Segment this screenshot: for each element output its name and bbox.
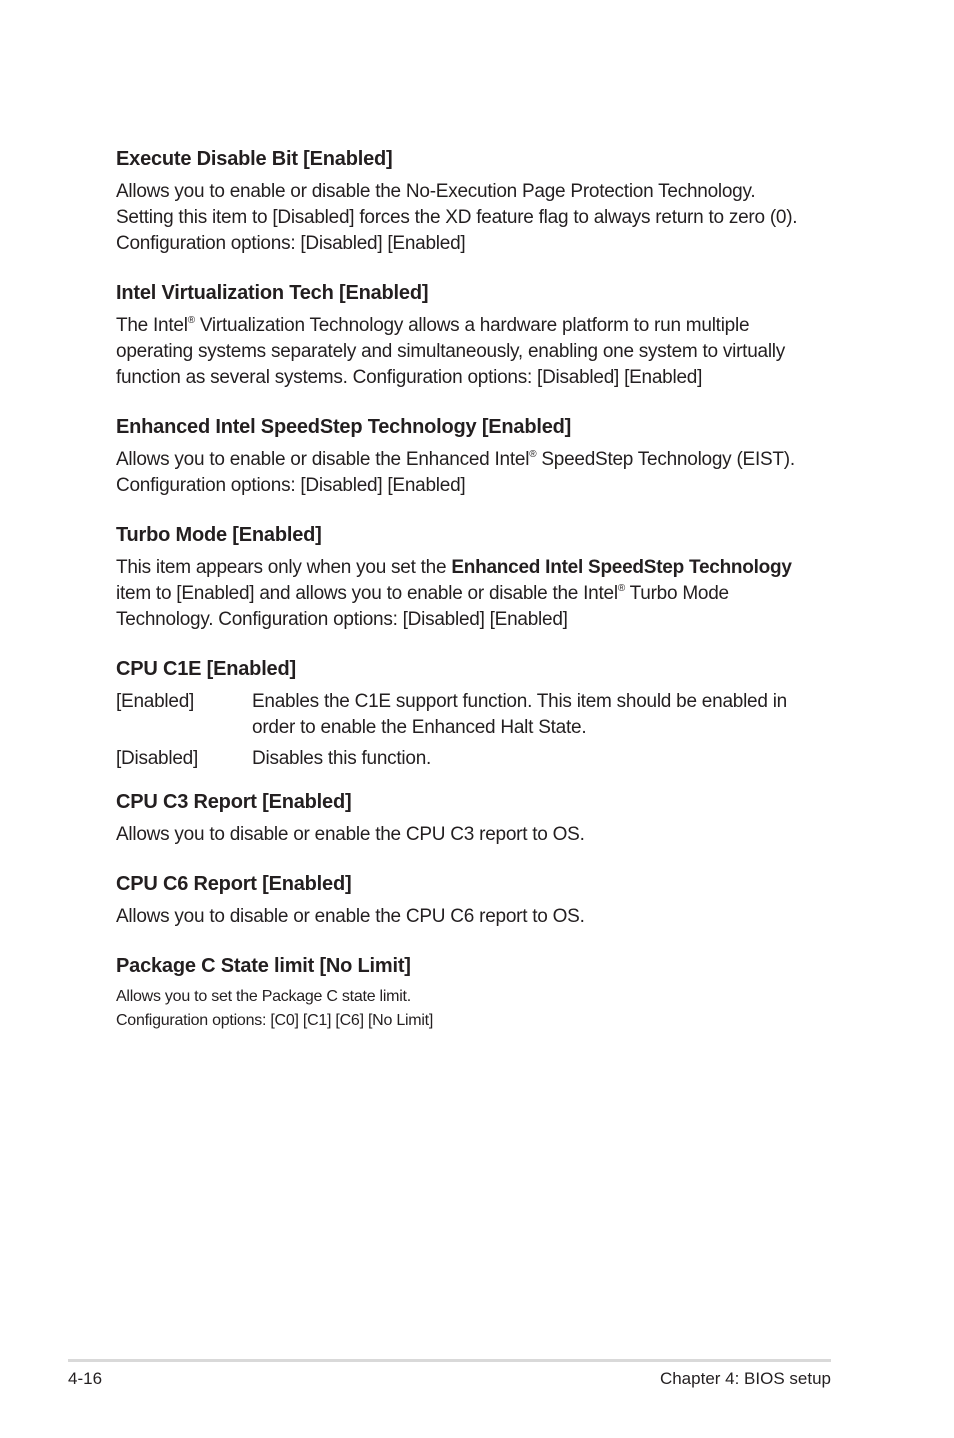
section-heading: CPU C6 Report [Enabled] — [116, 873, 352, 895]
chapter-title: Chapter 4: BIOS setup — [659, 1369, 831, 1388]
body-text: Turbo Mode — [624, 583, 729, 604]
section-execute-disable-bit — [116, 145, 836, 257]
body-line: Allows you to enable or disable the No-Execution Page Protection Technology. — [116, 181, 756, 202]
section-body — [116, 985, 836, 1032]
section-cpu-c3-report — [116, 788, 836, 848]
section-cpu-c6-report — [116, 870, 836, 930]
body-line: Configuration options: [C0] [C1] [C6] [No Limit] — [116, 1011, 434, 1029]
body-line: Setting this item to [Disabled] forces the XD feature flag to always return to zero (0). — [116, 207, 798, 228]
footer-divider — [68, 1359, 831, 1362]
option-key: [Enabled] — [116, 691, 195, 712]
section-body: Allows you to disable or enable the CPU C3 report to OS. — [116, 824, 585, 845]
section-body — [116, 179, 836, 257]
section-cpu-c1e — [116, 655, 836, 772]
section-heading: Execute Disable Bit [Enabled] — [116, 148, 393, 170]
section-heading: CPU C3 Report [Enabled] — [116, 791, 352, 813]
section-heading: Package C State limit [No Limit] — [116, 955, 411, 977]
section-package-c-state-limit — [116, 952, 836, 1032]
option-key: [Disabled] — [116, 748, 198, 769]
section-heading: Turbo Mode [Enabled] — [116, 524, 322, 546]
section-body: Allows you to disable or enable the CPU C6 report to OS. — [116, 906, 585, 927]
section-body — [116, 555, 836, 633]
option-description: Disables this function. — [252, 748, 432, 769]
body-text: Virtualization Technology allows a hardware platform to run multiple — [194, 315, 750, 336]
option-row-disabled — [116, 746, 836, 772]
body-text: SpeedStep Technology (EIST). — [536, 449, 795, 470]
registered-mark: ® — [617, 582, 625, 594]
body-line: function as several systems. Configuration options: [Disabled] [Enabled] — [116, 367, 703, 388]
body-line: Enables the C1E support function. This item should be enabled in — [252, 691, 787, 712]
body-text: The Intel — [116, 315, 188, 336]
section-turbo-mode — [116, 521, 836, 633]
body-line: Allows you to set the Package C state limit. — [116, 988, 411, 1005]
option-row-enabled — [116, 689, 836, 741]
section-heading: CPU C1E [Enabled] — [116, 658, 296, 680]
registered-mark: ® — [187, 314, 195, 326]
body-text: This item appears only when you set the — [116, 557, 452, 578]
body-line: Technology. Configuration options: [Disabled] [Enabled] — [116, 609, 568, 630]
section-body — [116, 313, 836, 391]
body-text: item to [Enabled] and allows you to enable or disable the Intel — [116, 583, 618, 604]
section-heading: Enhanced Intel SpeedStep Technology [Enabled] — [116, 416, 572, 438]
section-intel-virtualization-tech — [116, 279, 836, 391]
page-number: 4-16 — [68, 1369, 103, 1388]
body-line: Configuration options: [Disabled] [Enabled] — [116, 233, 466, 254]
body-line: operating systems separately and simultaneously, enabling one system to virtually — [116, 341, 786, 362]
registered-mark: ® — [529, 448, 537, 460]
option-description — [252, 689, 836, 741]
section-body — [116, 447, 836, 499]
section-enhanced-speedstep — [116, 413, 836, 499]
bold-setting-name: Enhanced Intel SpeedStep Technology — [451, 557, 792, 578]
body-line: order to enable the Enhanced Halt State. — [252, 717, 587, 738]
body-line: Configuration options: [Disabled] [Enabled] — [116, 475, 466, 496]
body-text: Allows you to enable or disable the Enhanced Intel — [116, 449, 530, 470]
section-heading: Intel Virtualization Tech [Enabled] — [116, 282, 429, 304]
